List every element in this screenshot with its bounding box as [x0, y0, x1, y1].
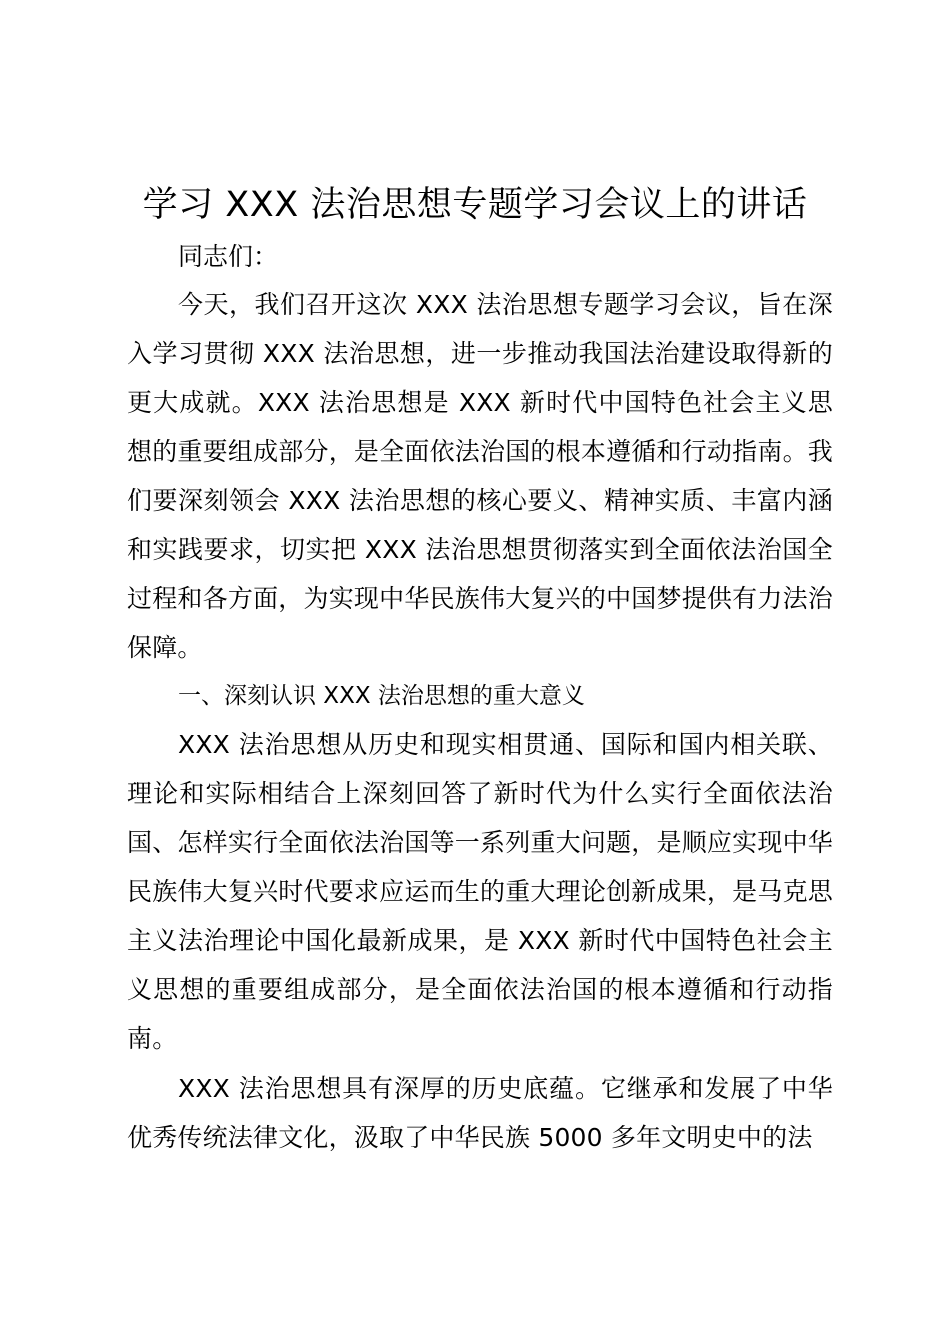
paragraph-intro: 今天，我们召开这次 XXX 法治思想专题学习会议，旨在深入学习贯彻 XXX 法治思想，进一步推动我国法治建设取得新的更大成就。XXX 法治思想是 XXX 新时代中国特色社会主义思想的重要组成部分，是全面依法治国的根本遵循和行动指南。我们要深刻领会 XXX 法治思想的核心要义、精神实质、丰富内涵和实践要求，切实把 XXX 法治思想贯彻落实到全面依法治国全过程和各方面，为实现中华民族伟大复兴的中国梦提供有力法治保障。: [127, 290, 833, 662]
document-body: [127, 233, 833, 1162]
section-heading: 一、深刻认识 XXX 法治思想的重大意义: [178, 683, 585, 709]
document-title: 学习 XXX 法治思想专题学习会议上的讲话: [142, 185, 808, 225]
paragraph-history: XXX 法治思想具有深厚的历史底蕴。它继承和发展了中华优秀传统法律文化，汲取了中华民族 5000 多年文明史中的法: [127, 1074, 833, 1152]
paragraph-significance: XXX 法治思想从历史和现实相贯通、国际和国内相关联、理论和实际相结合上深刻回答了新时代为什么实行全面依法治国、怎样实行全面依法治国等一系列重大问题，是顺应实现中华民族伟大复兴时代要求应运而生的重大理论创新成果，是马克思主义法治理论中国化最新成果，是 XXX 新时代中国特色社会主义思想的重要组成部分，是全面依法治国的根本遵循和行动指南。: [127, 730, 833, 1053]
salutation: 同志们：: [178, 242, 279, 271]
